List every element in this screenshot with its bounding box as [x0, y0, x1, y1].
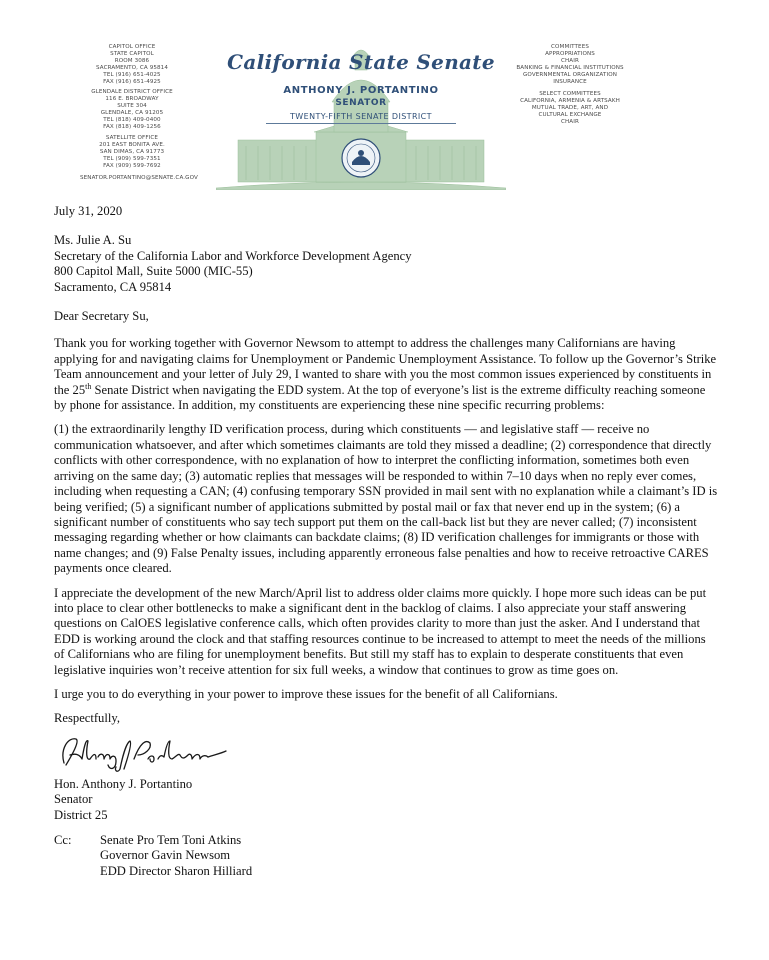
cc-item: Senate Pro Tem Toni Atkins: [100, 833, 242, 847]
glendale-office: GLENDALE DISTRICT OFFICE 116 E. BROADWAY SUITE 304 GLENDALE, CA 91205 TEL (818) 409-0400 FAX (818) 409-1256: [91, 89, 173, 130]
senate-title: California State Senate: [227, 50, 495, 74]
salutation: Dear Secretary Su,: [54, 309, 149, 324]
signer-block: Hon. Anthony J. Portantino Senator District 25: [54, 776, 193, 822]
paragraph-appreciation: I appreciate the development of the new March/April list to address older claims more quickly. I hope more such ideas can be put into place to clear other bottlenecks to make a significant dent in the backlog of claims. I also appreciate your staff answering questions on CalOES legislative conference calls, which often provides clarity to more than just the asker. And I understand that EDD is working around the clock and that staffing resources continue to be increased to attempt to meet the needs of the millions of Californians who are filing for unemployment benefits. But still my staff has to explain to desperate constituents that even legislative inquiries won’t receive attention for six full weeks, a window that continues to grow as time goes on.: [54, 585, 707, 677]
senator-email: SENATOR.PORTANTINO@SENATE.CA.GOV: [80, 175, 198, 182]
senate-district: TWENTY-FIFTH SENATE DISTRICT: [290, 112, 432, 121]
closing: Respectfully,: [54, 711, 120, 726]
senator-name: ANTHONY J. PORTANTINO: [283, 85, 439, 96]
cc-item: Governor Gavin Newsom: [100, 848, 231, 863]
letter-body: [54, 204, 718, 879]
paragraph-intro: Thank you for working together with Governor Newsom to attempt to address the challenges many Californians are having applying for and navigating claims for Unemployment or Pandemic Unemployment Assistance. To follow up the Governor’s Strike Team announcement and your letter of July 29, I wanted to share with you the most common issues experienced by constituents in the 25th Senate District when navigating the EDD system. At the top of everyone’s list is the extreme difficulty reaching someone by phone for assistance. In addition, my constituents are experiencing these nine specific recurring problems:: [54, 336, 717, 413]
capitol-office: CAPITOL OFFICE STATE CAPITOL ROOM 3086 SACRAMENTO, CA 95814 TEL (916) 651-4025 FAX (916) 651-4925: [95, 44, 168, 85]
office-addresses: [72, 44, 198, 182]
paragraph-urge: I urge you to do everything in your power to improve these issues for the benefit of all Californians.: [54, 686, 558, 701]
cc-list: [100, 833, 252, 879]
divider: [266, 123, 456, 124]
senator-role: SENATOR: [335, 98, 387, 108]
recipient-address: Ms. Julie A. Su Secretary of the California Labor and Workforce Development Agency 800 Capitol Mall, Suite 5000 (MIC-55) Sacramento, CA 95814: [54, 233, 412, 294]
committees: [500, 44, 640, 132]
cc-block: [54, 833, 718, 879]
senate-seal-icon: [342, 139, 380, 177]
letter-date: July 31, 2020: [54, 204, 123, 218]
cc-item: EDD Director Sharon Hilliard: [100, 863, 253, 878]
cc-label: Cc:: [54, 833, 72, 847]
letterhead-center: [216, 40, 506, 190]
select-committee-list: SELECT COMMITTEES CALIFORNIA, ARMENIA & ARTSAKH MUTUAL TRADE, ART, AND CULTURAL EXCHANGE CHAIR: [520, 91, 620, 126]
committee-list: COMMITTEES APPROPRIATIONS CHAIR BANKING & FINANCIAL INSTITUTIONS GOVERNMENTAL ORGANIZATION INSURANCE: [516, 44, 624, 85]
paragraph-problems: (1) the extraordinarily lengthy ID verification process, during which constituents — and legislative staff — receive no communication whatsoever, and after which sometimes claimants are told they missed a deadline; (2) correspondence that directly conflicts with other correspondence, with no explanation of how to interpret the conflicting information, sometimes both even arriving on the same day; (3) automatic replies that messages will be responded to within 7–10 days when no reply ever comes, including when requesting a CAN; (4) confusing temporary SSN provided in mail sent with no explanation while a claimant’s ID is being verified; (5) a significant number of applications submitted by postal mail or fax that never end up in the system; (6) a significant number of constituents who say tech support put them on the call-back list but they are never called; (7) inconsistent messaging regarding whether or how claimants can backdate claims; (8) ID verification challenges for immigrants or those with name changes; and (9) False Penalty issues, including apparently erroneous false penalties and how to receive retroactive CARES payments once cleared.: [54, 422, 718, 576]
satellite-office: SATELLITE OFFICE 201 EAST BONITA AVE. SAN DIMAS, CA 91773 TEL (909) 599-7351 FAX (909) 599-7692: [99, 134, 165, 169]
handwritten-signature: [54, 729, 274, 777]
signature-icon: [50, 729, 240, 777]
